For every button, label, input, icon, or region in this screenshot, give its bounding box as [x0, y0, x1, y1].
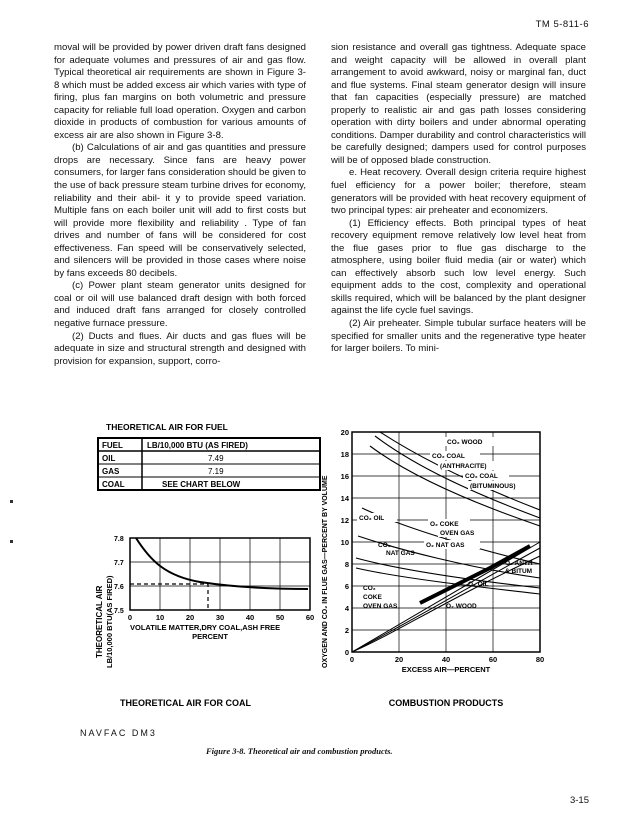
paragraph: (b) Calculations of air and gas quantities and pressure drops are necessary. Since fans are heavy power consumers, for larger fans consideration should be given to the use of back pressure steam turbine drives for economy, reliability and their abil- it y to provide speed variation. Multiple fans on each boiler unit will add to first costs but will provide more flexibility and reliability . Type of fan drives and number of fans will be considered for cost effectiveness. Fan speed will be conservatively selected, and silencers will be provided in those cases where noise by fans exceeds 80 decibels. — [54, 142, 306, 279]
page-number: 3-15 — [569, 795, 589, 806]
curve-label: O₂ ANTH — [505, 560, 533, 567]
curve-label: & BITUM — [505, 568, 533, 575]
curve-label: O₂ COKE — [430, 521, 459, 528]
paragraph: (2) Ducts and flues. Air ducts and gas flues will be adequate in size and structural strength and designed with provision for expansion, support, corro- — [54, 330, 306, 367]
curve-label: NAT GAS — [386, 550, 415, 557]
y-tick: 4 — [344, 604, 349, 613]
y-tick: 14 — [340, 494, 349, 503]
figure-3-8 — [90, 418, 550, 718]
y-tick: 0 — [344, 648, 349, 657]
source-label: NAVFAC DM3 — [80, 728, 157, 738]
y-axis-label: OXYGEN AND CO₂ IN FLUE GAS—PERCENT BY VOLUME — [322, 475, 329, 668]
table-cell-gas: GAS — [102, 467, 120, 476]
paragraph: moval will be provided by power driven draft fans designed for adequate volumes and pressures of air and gas flow. Typical theoretical air requirements are shown in Figure 3-8 which must be added excess air which varies with type of firing, plus fan margins on both volumetric and pressure capacity for reliable full load operation. Oxygen and carbon dioxide in products of combustion for various amounts of excess air are also shown in Figure 3-8. — [54, 42, 306, 141]
theoretical-air-chart — [95, 536, 314, 708]
curve-label: O₂ NAT GAS — [426, 542, 465, 549]
table-header-fuel: FUEL — [102, 441, 123, 450]
curve-label: CO₂ WOOD — [447, 439, 483, 446]
curve-label: CO₂ COAL — [465, 473, 498, 480]
curve-label: CO₂ — [378, 542, 391, 549]
combustion-products-chart — [322, 428, 544, 708]
curve-label: OVEN GAS — [363, 603, 398, 610]
table-header-lb: LB/10,000 BTU (AS FIRED) — [147, 441, 248, 450]
y-tick: 20 — [340, 428, 349, 437]
curve-label: CO₂ OIL — [359, 515, 385, 522]
x-tick: 80 — [535, 655, 545, 664]
curve-label: OVEN GAS — [440, 530, 475, 537]
y-tick: 7.5 — [114, 608, 124, 615]
y-tick: 7.8 — [114, 536, 124, 543]
x-tick: 60 — [488, 655, 498, 664]
table-cell-gas-value: 7.19 — [208, 467, 224, 476]
curve-label: CO₂ COAL — [432, 453, 465, 460]
table-cell-coal-value: SEE CHART BELOW — [162, 480, 241, 489]
x-tick: 30 — [215, 613, 225, 622]
figure-caption: Figure 3-8. Theoretical air and combustion products. — [206, 746, 393, 756]
paragraph: sion resistance and overall gas tightness. Adequate space and weight capacity will be allowed in overall plant arrangement to avoid awkward, noisy or marginal fan, duct and flue systems. Final steam generator design will insure that fan capacities (especially pressure) are matched properly to realistic air and gas path losses considering operation with dirty boilers and under abnormal operating conditions. Damper durability and control characteristics will be carefully designed; dampers used for control purposes will be of opposed blade construction. — [331, 42, 586, 166]
chart-title: COMBUSTION PRODUCTS — [388, 698, 504, 708]
paragraph: (2) Air preheater. Simple tubular surface heaters will be specified for smaller units and the regenerative type heater for larger boilers. To mini- — [331, 318, 586, 355]
x-axis-label: PERCENT — [192, 632, 228, 641]
scan-mark — [10, 500, 13, 503]
chart-title: THEORETICAL AIR FOR COAL — [120, 698, 251, 708]
x-tick: 50 — [275, 613, 285, 622]
curve-label: (ANTHRACITE) — [440, 463, 487, 470]
table-title: THEORETICAL AIR FOR FUEL — [106, 422, 228, 432]
curve-label: (BITUMINOUS) — [470, 483, 516, 490]
curve-label: O₂ OIL — [468, 581, 489, 588]
paragraph: e. Heat recovery. Overall design criteria require highest fuel efficiency for a power boiler; therefore, steam generators will be provided with heat recovery equipment of two principal types: air preheater and economizers. — [331, 167, 586, 217]
x-tick: 40 — [441, 655, 451, 664]
document-id: TM 5-811-6 — [535, 19, 589, 30]
curve-label: O₂ WOOD — [446, 603, 477, 610]
x-tick: 0 — [349, 655, 355, 664]
x-tick: 60 — [305, 613, 315, 622]
curve-label: CO₂ — [363, 585, 376, 592]
table-cell-oil: OIL — [102, 454, 116, 463]
y-tick: 6 — [344, 582, 349, 591]
x-tick: 0 — [127, 613, 133, 622]
x-axis-label: VOLATILE MATTER,DRY COAL,ASH FREE — [130, 623, 281, 632]
y-tick: 7.7 — [114, 560, 124, 567]
y-tick: 2 — [344, 626, 349, 635]
y-tick: 7.6 — [114, 584, 124, 591]
y-tick: 16 — [340, 472, 349, 481]
y-tick: 12 — [340, 516, 349, 525]
x-tick: 20 — [394, 655, 404, 664]
y-tick: 10 — [340, 538, 349, 547]
curve-label: COKE — [363, 594, 382, 601]
x-axis-label: EXCESS AIR—PERCENT — [401, 665, 491, 674]
x-tick: 10 — [155, 613, 165, 622]
right-text-column — [331, 42, 586, 356]
x-tick: 20 — [185, 613, 195, 622]
scan-mark — [10, 540, 13, 543]
table-cell-coal: COAL — [102, 480, 125, 489]
fuel-table — [98, 422, 320, 490]
paragraph: (c) Power plant steam generator units designed for coal or oil will use balanced draft design with both forced and induced draft fans arranged for closely controlled negative furnace pressure. — [54, 280, 306, 330]
x-tick: 40 — [245, 613, 255, 622]
y-tick: 18 — [340, 450, 349, 459]
y-tick: 8 — [344, 560, 349, 569]
y-axis-label: LB/10,000 BTU(AS FIRED) — [105, 575, 114, 668]
y-axis-label: THEORETICAL AIR — [95, 585, 104, 658]
paragraph: (1) Efficiency effects. Both principal types of heat recovery equipment remove relatively low level heat from the flue gases prior to flue gas discharge to the atmosphere, using boiler fluid media (air or water) which can effectively absorb such low level energy. Such equipment adds to the cost, complexity and operational skills required, which will be balanced by the plant designer against the life cycle fuel savings. — [331, 217, 586, 317]
left-text-column — [54, 42, 306, 368]
table-cell-oil-value: 7.49 — [208, 454, 224, 463]
